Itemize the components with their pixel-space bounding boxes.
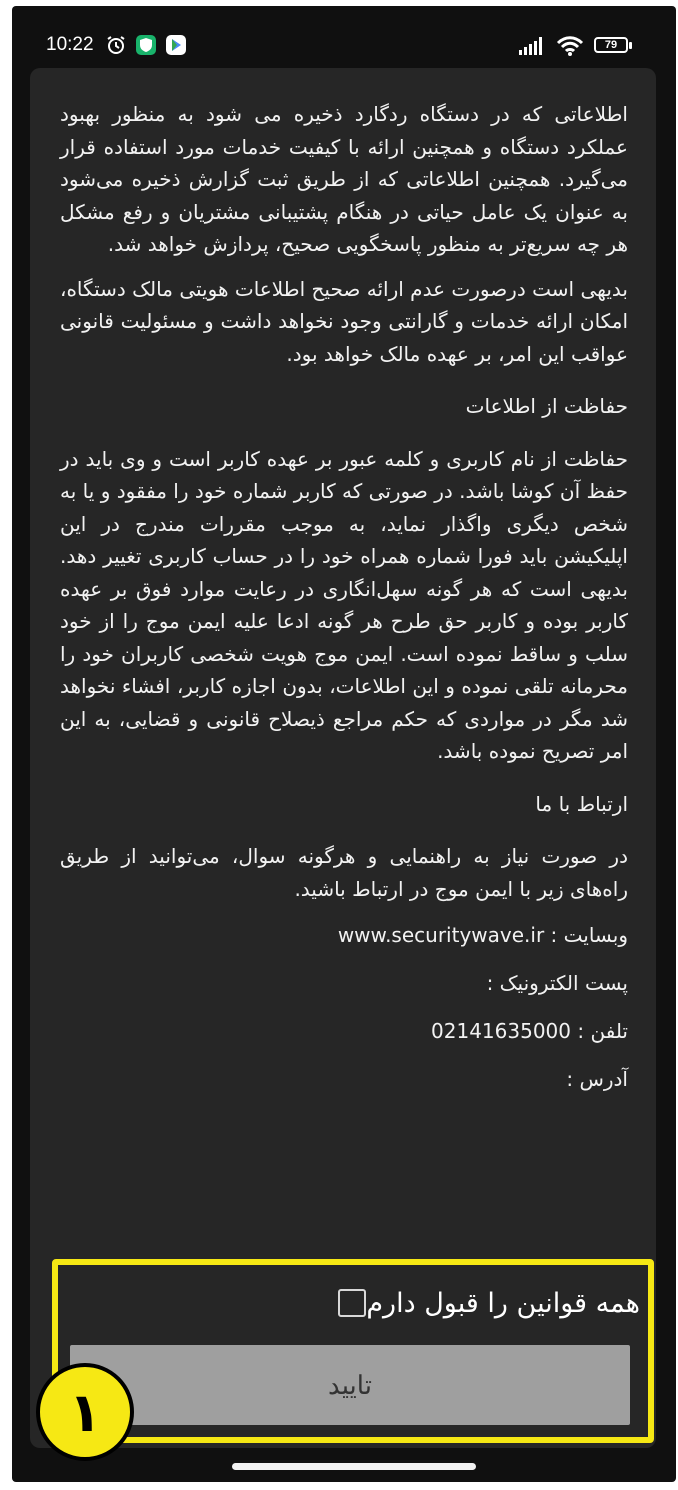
- terms-paragraph: حفاظت از نام کاربری و کلمه عبور بر عهده کاربر است و وی باید در حفظ آن کوشا باشد. در صورتی که کاربر شماره خود را مفقود و یا به شخص دیگری واگذار نماید، به موجب مقررات مندرج در این اپلیکیشن باید فورا شماره همراه خود را در حساب کاربری تغییر دهد. بدیهی است که هر گونه سهل‌انگاری در رعایت موارد فوق بر عهده کاربر بوده و کاربر حق طرح هر گونه ادعا علیه ایمن موج را از خود سلب و ساقط نموده است. ایمن موج هویت شخصی کاربران خود را محرمانه تلقی نموده و این اطلاعات، بدون اجازه کاربر، افشاء نخواهد شد مگر در مواردی که حکم مراجع ذیصلاح قانونی و قضایی، به این امر تصریح نموده باشد.: [60, 446, 628, 763]
- battery-icon: [594, 37, 632, 55]
- agree-label[interactable]: همه قوانین را قبول دارم: [366, 1287, 640, 1319]
- address-label: آدرس :: [566, 1067, 628, 1091]
- contact-address: [60, 1055, 628, 1103]
- section-heading-protection: حفاظت از اطلاعات: [465, 394, 628, 418]
- website-link[interactable]: www.securitywave.ir: [337, 923, 545, 947]
- email-label: پست الکترونیک :: [486, 971, 628, 995]
- phone-label: تلفن :: [577, 1019, 628, 1043]
- status-bar: [12, 6, 676, 68]
- terms-paragraph: در صورت نیاز به راهنمایی و هرگونه سوال، می‌توانید از طریق راه‌های زیر با ایمن موج در ارتباط باشید.: [60, 844, 628, 901]
- phone-number[interactable]: 02141635000: [431, 1019, 572, 1043]
- contact-phone: [60, 1007, 628, 1055]
- status-time: 10:22: [46, 34, 94, 55]
- wifi-icon: [556, 35, 584, 57]
- confirm-button[interactable]: تایید: [70, 1345, 630, 1425]
- website-label: وبسایت :: [550, 923, 628, 947]
- alarm-icon: [106, 35, 126, 55]
- highlight-box: [52, 1259, 654, 1443]
- battery-level: 79: [604, 39, 618, 51]
- terms-content[interactable]: [60, 98, 628, 1103]
- terms-paragraph: بدیهی است درصورت عدم ارائه صحیح اطلاعات هویتی مالک دستگاه، امکان ارائه خدمات و گارانتی وجود نخواهد داشت و مسئولیت قانونی عواقب این امر، بر عهده مالک خواهد بود.: [60, 276, 628, 366]
- play-store-icon: [166, 35, 186, 55]
- phone-screen: [12, 6, 676, 1482]
- terms-paragraph: اطلاعاتی که در دستگاه ردگارد ذخیره می شود به منظور بهبود عملکرد دستگاه و همچنین ارائه با کیفیت خدمات مورد استفاده قرار می‌گیرد. همچنین اطلاعاتی که از طریق ثبت گزارش ذخیره می‌شود به عنوان یک عامل حیاتی در هنگام پشتیبانی مشتریان و رفع مشکل هر چه سریع‌تر به منظور پاسخگویی صحیح، پردازش خواهد شد.: [60, 102, 628, 256]
- section-heading-contact: ارتباط با ما: [535, 791, 628, 816]
- step-badge: ١: [36, 1363, 134, 1461]
- home-indicator[interactable]: [232, 1463, 476, 1470]
- contact-website: [60, 911, 628, 959]
- agree-row[interactable]: [324, 1281, 640, 1325]
- security-app-icon: [136, 35, 156, 55]
- signal-icon: [519, 37, 547, 55]
- agree-checkbox[interactable]: [338, 1289, 366, 1317]
- terms-sheet: [30, 68, 656, 1448]
- contact-email: [60, 959, 628, 1007]
